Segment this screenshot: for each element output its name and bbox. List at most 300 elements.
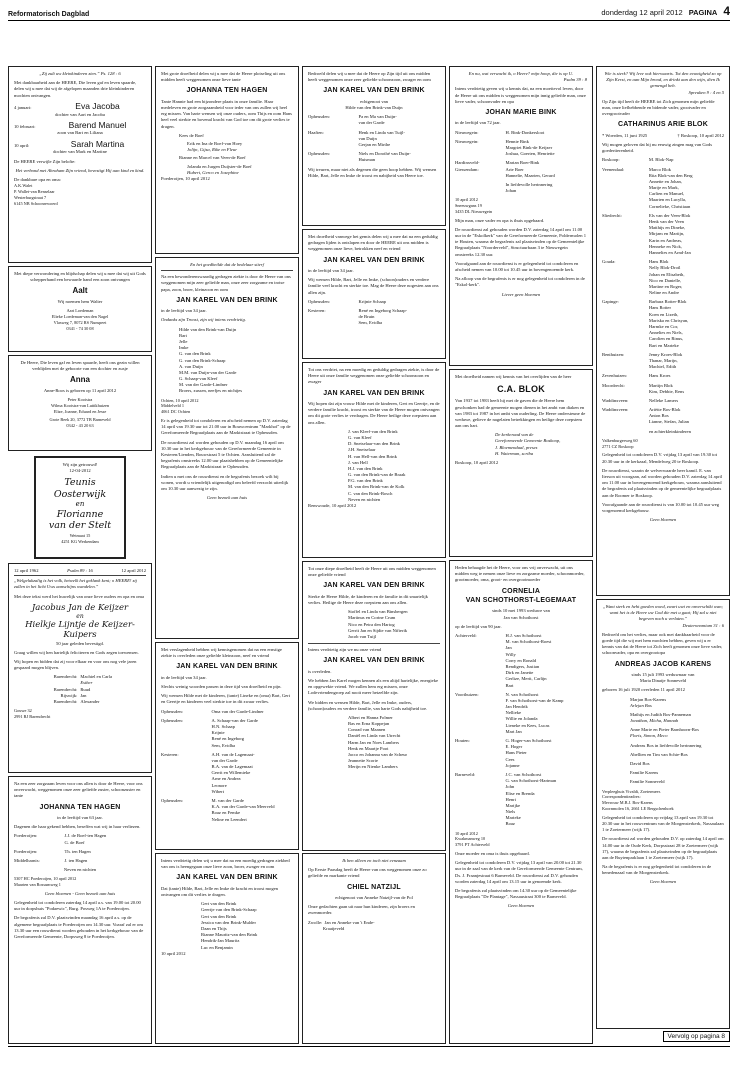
family-row xyxy=(161,752,293,795)
couple-and: en xyxy=(76,612,84,620)
jubilee-header xyxy=(14,568,146,576)
family-row xyxy=(602,259,724,296)
wish-text: Wij treuren, maar niet als degenen die geen hoop hebben. Wij wensen Hilde, Bart, Jelle en Imke de troost en nabijheid van Heere toe. xyxy=(308,166,437,178)
family-names: Henk en Linda van Tuijl- van Duijn Gerjan en Mirthe xyxy=(358,129,405,147)
address xyxy=(602,789,724,812)
relatives-more: Neven en nichten xyxy=(63,867,97,873)
announcement-text: Met droefheid vanwege het gemis delen wij u mee dat na een geduldig gedragen lijden is ontslapen en door de HEERE uit ons midden is weggenomen onze lieve, betrokken neef en vriend xyxy=(308,234,438,252)
family-place: Barneveld: xyxy=(455,771,476,777)
family-line: Geertje van den Brink-Schaap xyxy=(201,907,257,913)
signature xyxy=(14,183,146,206)
friend-line: Gerrit Jan en Sijdie van Nifterik xyxy=(348,627,408,633)
death-announcement-vandenbrink-family xyxy=(155,257,299,639)
family-entry xyxy=(630,743,724,749)
family-line: Jelle xyxy=(179,338,188,344)
family-row xyxy=(308,299,440,305)
friend-line: Albert en Hanna Folmer xyxy=(348,714,393,720)
deceased-name: JOHANNA TEN HAGEN xyxy=(186,87,268,95)
birth-announcement-anna xyxy=(8,355,152,451)
family-names: H. Bink-Donkersloot xyxy=(505,129,545,135)
kid-entry xyxy=(14,140,146,156)
deceased-name: C.A. BLOK xyxy=(497,384,545,395)
masthead xyxy=(8,4,730,21)
family-names: Hennie Bink Margriet Bink-de Keijzer Joshua, Goerten, Henriette xyxy=(505,138,555,157)
family-names: M. van der Garde K.A. van der Garde-van Meerveld Boaz en Femke Neline en Leendert xyxy=(211,798,275,822)
friend-line: Jacob van Tuijl xyxy=(348,633,377,639)
wish-text: Wij wensen Hilde, Bart, Jelle en Imke, (schoon)ouders en verdere familie veel kracht en sterkte toe. Mag de Heere deze nogesten aan ons allen zijn. xyxy=(308,277,439,295)
continued-on-page-link[interactable]: Vervolg op pagina 8 xyxy=(663,1031,730,1042)
family-line: Neven en nichten xyxy=(348,496,381,502)
laid-out-note: Mijn man, onze vader en opa is thuis opgebaard. xyxy=(455,217,545,223)
family-list xyxy=(308,114,440,163)
address-line: 5307 HC Poederoijen, 10 april 2012 xyxy=(14,876,77,882)
family-names: N. van Schothorst F. van Schothorst-van de Kamp Jan Hendrik Nellieke Willie en Jolanda Lieneke en Kees, Lucas Mart Jan xyxy=(505,691,564,734)
family-row xyxy=(455,738,587,769)
family-child: Esther xyxy=(80,680,93,686)
death-announcement-natzijl xyxy=(302,853,446,1044)
page-bottom-rule xyxy=(8,1046,730,1047)
family-row xyxy=(455,692,587,735)
deceased-name: JAN KAREL VAN DEN BRINK xyxy=(323,582,425,590)
announcement-text: Met deze tekst werd het huwelijk van onze lieve ouders en opa en oma xyxy=(14,593,144,599)
place-date: Renswoude, 10 april 2012 xyxy=(308,503,357,508)
family-place: Hardinxveld- Giessendam: xyxy=(455,160,480,172)
spouse-line: echtgenoot van Hilde van den Brink-van Duijn xyxy=(345,98,403,110)
couple-name: Oosterwijk xyxy=(53,488,107,500)
psalm-ref: Psalm 89 : 16 xyxy=(67,568,93,573)
family-name: Familie Karens xyxy=(630,770,659,776)
couple-name: Florianne xyxy=(56,508,104,520)
family-place: Opheusden: xyxy=(161,798,183,803)
memory-text: Dagenen die haar gekend hebben, beseffen wat wij in haar verliezen. xyxy=(14,824,141,830)
family-entry xyxy=(630,770,724,776)
address-line: 0342 - 43 20 63 xyxy=(66,422,94,428)
deceased-first-name: CORNELIA xyxy=(501,587,541,595)
address-line: Middelveld 1 xyxy=(161,403,185,409)
death-announcement-bink xyxy=(449,66,593,366)
family-name: Mathijs en Judith Bos-Panneman xyxy=(630,711,691,717)
family-names xyxy=(80,699,146,705)
friend-line: Martinus en Corine Crum xyxy=(348,615,396,621)
address xyxy=(602,438,724,450)
family-name: Marjan Bos-Karens xyxy=(630,696,667,702)
signature xyxy=(455,432,587,457)
family-name: Andreas Bos in liefdevolle herinnering xyxy=(630,742,702,748)
wish-text: Graag willen wij hen hartelijk feliciteren en Gods zegen toewensen. xyxy=(14,649,139,655)
family-row xyxy=(602,429,724,435)
page-number: 4 xyxy=(723,4,730,18)
flowers-note: Geen bloemen xyxy=(507,903,535,909)
years-line: 50 jaar geleden bevestigd. xyxy=(56,640,104,646)
family-name: Jan xyxy=(80,692,87,698)
thanks-line: De dankbare opa en oma: xyxy=(14,176,61,182)
after-burial-info: Na afloop van de begrafenis is er nog gelegenheid tot condoleren in de "Eskol-kerk". xyxy=(455,276,585,288)
death-announcement-legemaat xyxy=(449,560,593,1044)
deceased-name: CHIEL NATZIJL xyxy=(347,883,401,891)
kid-name: Eva Jacoba xyxy=(75,100,120,111)
family-row xyxy=(455,633,587,689)
start-date: 12 april 1962 xyxy=(14,568,39,573)
deceased-name: CATHARINUS ARIE BLOK xyxy=(618,121,708,129)
family-list xyxy=(455,130,587,195)
kid-row xyxy=(14,121,146,131)
family-list xyxy=(14,674,146,705)
death-announcement-vandenbrink-brother-in-law xyxy=(302,362,446,558)
family-row xyxy=(14,699,146,705)
bible-verse: „Zij zult uw kleinkinderen zien.” Ps. 128 : 6 xyxy=(39,71,121,76)
family-names: H.J. van Schothorst M. van Schothorst-Roest Jan Willy Corry en Ronald Rendigers, Justian Dirk en Janette Gerlize, Merit, Carlijn Bart xyxy=(505,633,552,688)
family-name: Ruud xyxy=(80,686,91,692)
death-date: † Boskoop, 10 april 2012 xyxy=(677,132,724,138)
church-announcement-blok xyxy=(449,369,593,557)
family-names: Pa en Ma van Duijn- van der Garde xyxy=(358,114,397,126)
status-line: is overleden. xyxy=(308,668,332,674)
address-line: 3791 PT Achterveld xyxy=(455,842,490,848)
wedding-heading: Wij zijn getrouwd! xyxy=(62,462,98,467)
kid-parents: dochter van Mark en Martine xyxy=(53,149,107,155)
signature-line: Aart Loedeman xyxy=(66,308,94,314)
family-names: Th. ten Hagen xyxy=(64,848,91,854)
condolence-info: Gelegenheid tot condoleren op vrijdag 13 april van 19.30 tot 20.30 uur in het rouwcentrum van de Morgensterkerk, Nassaulaan 1 te Zoetermeer (wijk 17). xyxy=(602,814,724,833)
family-name: Anne Marie en Pieter Barnhoorn-Bos xyxy=(630,727,699,733)
deceased-name: JAN KAREL VAN DEN BRINK xyxy=(176,296,278,304)
friend-line: Jeannette Scorie xyxy=(348,758,378,764)
family-names: Martijn Blok Kim, Debbie, Rens xyxy=(648,382,685,394)
family-place: Rijswijk: xyxy=(60,692,78,698)
end-date: 12 april 2012 xyxy=(121,568,146,573)
family-place: Sliedrecht: xyxy=(602,212,622,218)
family-names: J.C. van Schothorst G. van Schothorst-Hartman John Elise en Brenda Henri Marijke Niels Marieke Boaz xyxy=(505,771,557,827)
couple-names xyxy=(41,477,119,531)
memory-text: Wij mogen geloven dat hij nu eeuwig zingen mag van Gods goedertierenheid. xyxy=(602,141,713,154)
memory-text: Tante Hannie had een bijzondere plaats in onze familie. Haar medeleven en grote zorgzaamheid voor ieder van ons zullen wij heel erg missen. Van harte wensen wij onze ouders, oom Thijs en oom Hans heel veel sterkte en bovenal kracht van God toe om dit grote verlies te dragen. xyxy=(161,98,292,129)
family-line: C. van den Brink-Bosch xyxy=(348,490,393,496)
divider xyxy=(308,643,440,644)
condolence-info: Voorafgaand aan de rouwdienst is er gelegenheid tot condoleren en afscheid nemen van 10.00 tot 10.45 uur in bovengenoemde kerk. xyxy=(455,260,579,272)
bible-verse: „Welgelukzalig is het volk, hetwelk het geklank kent; o HEERE! zij zullen in het licht Uws aanschijns wandelen.” xyxy=(14,578,137,590)
deceased-name: JOHANNA TEN HAGEN xyxy=(39,803,121,811)
service-info: De rouwdienst zal gehouden worden D.V. zaterdag 14 april om 11.00 uur in de "Eskolkerk" van de Gereformeerde Gemeente, Poldermolen 1 te Houten, waarna de begrafenis zal plaatsvinden op de Gemeentelijke Begraafplaats "Noorderveld", Structuurbaan 3 te Nieuwegein omstreeks 12.30 uur. xyxy=(455,226,587,257)
kid-row xyxy=(14,102,146,112)
family-row xyxy=(602,299,724,349)
burial-info: De begrafenis zal D.V. plaatsvinden maandag 16 april a.s. op de algemene begraafplaats te Poederoijen om 14.30 uur. Voaraf zal er om 13.30 uur een rouwdienst worden gehouden in het kerkgebouw van de Gereformeerde Gemeente, Dorpsweg 8 te Poederoijen. xyxy=(14,915,144,940)
address-line: Grote Beek 20, 3772 TB Barneveld xyxy=(49,416,111,422)
announcement-text: Tot onze diepe droefheid heeft de Heere uit ons midden weggenomen onze geliefde vriend xyxy=(308,566,436,578)
family-entry xyxy=(630,697,724,709)
family-name: Abellien en Tim van Schie-Bos xyxy=(630,751,688,757)
kid-entry xyxy=(14,102,146,118)
family-place: Barendrecht: xyxy=(53,686,78,692)
address-line: Verpleeghuis Vivaldi, Zoetermeer. xyxy=(602,788,661,794)
couple-name-2: Hielkje Lijntje de Keijzer-Kuipers xyxy=(25,620,135,641)
announcement-text: Op Eerste Paasdag heeft de Heere van ons weggenomen onze zo geliefde en markante vriend xyxy=(308,867,427,879)
announcement-text: Bedroefd om het verlies, maar ook met dankbaarheid voor de goede tijd die wij met hem mochten hebben, geven wij u er kennis van dat de Heere tot Zich heeft genomen onze lieve vader, schoonvader, opa en overgrootopa xyxy=(602,631,723,656)
memory-text: Slechts weinig woorden passen in deze tijd van droefheid en pijn. xyxy=(161,684,282,689)
age-line: in de leeftijd van 34 jaar. xyxy=(161,674,207,680)
family-line: M. van der Garde-Lindner xyxy=(179,382,228,388)
friend-line: Conrad van Maanen xyxy=(348,727,386,733)
family-row xyxy=(14,833,146,845)
family-entry xyxy=(630,752,724,758)
signature-line: J. Bloemendaal, preses xyxy=(495,444,538,450)
address xyxy=(14,708,146,720)
wish-text: Dat (tante) Hilde, Bart, Jelle en Imke de kracht en troost mogen ontvangen om dit verlies te dragen. xyxy=(161,885,278,897)
family-line: J.H. Snetselaar xyxy=(348,447,376,453)
family-place: Opheusden: xyxy=(308,151,330,157)
couple-name: en xyxy=(75,500,85,509)
deceased-name: JOHAN MARIE BINK xyxy=(485,108,557,116)
place-date: Poederoijen, 10 april 2012 xyxy=(161,175,210,181)
friends-list xyxy=(308,609,440,640)
address-line: Valkenburgerweg 60 xyxy=(602,437,638,443)
family-line: Hubert, Gerco en Josephine xyxy=(187,169,239,175)
family-list xyxy=(308,299,440,327)
before-service-info: Voorafgaande aan de rouwdienst is van 10.00 tot 10.45 uur weg vorgenoemd kerkgebouw. xyxy=(602,501,720,513)
announcement-text-2: Intens verdrietig zijn we nu onze vriend xyxy=(308,647,382,653)
family-line: H.J. van den Brink xyxy=(348,465,383,471)
family-names: G. Hoger-van Schothorst E. Hoger Hans Pieter Cees Jojanne xyxy=(505,738,552,768)
announcement-text: Bedroefd delen wij u mee dat de Heere op Zijn tijd uit ons midden heeft weggenomen onze zeer geliefde schoonzoon, zwager en oom xyxy=(308,71,431,83)
kid-parents: dochter van Aart en Jacoba xyxy=(55,111,105,117)
memory-quote: Ondanks zijn Troost, zijn wij intens verdrietig. xyxy=(161,317,246,323)
wedding-announcement xyxy=(34,456,126,559)
couple-name-1: Jacobus Jan de Keijzer xyxy=(31,602,129,613)
family-place: Boskoop: xyxy=(602,157,620,163)
family-place: Poederoijen: xyxy=(14,833,38,839)
family-place: Barendrecht: xyxy=(53,699,78,704)
address-line: Gouwe 32 xyxy=(14,708,32,714)
family-line: Jessica van den Brink-Mulder xyxy=(201,919,256,925)
family-names: Marco Blok Rita Blok-van den Berg Annette en Johan, Marije en Mark, Carlien en Manuel, Maarten en Lucylla, Cornelieke, Christiaan xyxy=(648,166,693,209)
family-place: Poederoijen: xyxy=(14,848,38,854)
family-name: David Bos xyxy=(630,761,650,766)
signature-line: Peter Kooistra xyxy=(67,397,93,403)
birth-date: * Woerden, 11 juni 1925 xyxy=(602,132,648,138)
signature-line: Westerburgstraat 7 xyxy=(14,194,47,200)
family-list xyxy=(308,429,440,503)
family-line: P.G. van den Brink xyxy=(348,478,383,484)
bible-verse: En het goedheilde dat de bedelaar stierf xyxy=(161,262,293,271)
family-children: Floris, Simon, Meco xyxy=(630,733,668,739)
couple-name: Teunis xyxy=(64,477,96,489)
wish-text: Sterke de Heere Hilde, de kinderen en de familie in dit smartelijk verlies. Heilige de Heere deze roepstem aan ons allen. xyxy=(308,593,428,605)
kid-entry xyxy=(14,121,146,137)
family-line: Hendrik-Jan Mauritz xyxy=(201,938,240,944)
family-row xyxy=(14,858,146,864)
family-row xyxy=(602,352,724,371)
age-line: in de leeftijd van 72 jaar. xyxy=(455,120,501,126)
family-line: Gert van den Brink xyxy=(201,901,237,907)
signature xyxy=(14,397,146,414)
family-names xyxy=(80,674,146,686)
friend-line: Henk en Maartje Poot xyxy=(348,745,389,751)
family-names: A.H. van de Lagemaat- van der Garde B.A. van de Lagemaat Gerrit en Willemieke Arne en Andrea Leonore Wibert xyxy=(211,751,255,794)
family-row xyxy=(14,849,146,855)
address-line: 10 april 2012 xyxy=(455,197,478,203)
family-line: G. van den Brink-Schaap xyxy=(179,357,226,363)
announcement-text: Na een zeer zorgzaam leven voor ons allen is door de Heere, voor ons onverwacht, weggenomen onze zeer geliefde zuster, schoonzuster en tante xyxy=(14,781,143,799)
deceased-name: JAN KAREL VAN DEN BRINK xyxy=(176,874,278,882)
family-list xyxy=(602,157,724,435)
bible-verse: Wie is sterk? Wij leve ook hierwaarts. Tot den eeuwigheid zo op Zijn Kerst, en aan Mijn brood, en drinkt aan den wijn, dien Ik gemengd heb. xyxy=(604,71,722,89)
family-line: Hilde van den Brink-van Duijn xyxy=(179,326,237,332)
service-info: De rouwdienst zal worden gehouden D.V. op zaterdag 14 april om 14.00 uur in de Oude Kerk, Dorpsstraat 28 te Zoetermeer (wijk 17), waarna de begrafenis zal plaatsvinden op de begraafplaats aan de Buytenparklaan 1 te Zoetermeer (wijk 17). xyxy=(602,836,724,860)
signature-line: Gereformeerde Gemeente Boskoop, xyxy=(495,438,561,444)
family-row xyxy=(308,151,440,163)
family-place: Houten: xyxy=(455,738,470,743)
family-row xyxy=(602,373,724,379)
service-info: Gelegenheid tot condoleren D.V. vrijdag 13 april van 20.00 tot 21.30 uur in de zaal van de kerk van de Gereformeerde Gemeente Centrum, Ds. J. Fraanjestraat 6 Barneveld. De rouwdienst zal D.V. gehouden worden zaterdag 14 april om 13.15 uur in genoemde kerk. xyxy=(455,860,583,884)
address-line: Sneeuwgans 19 xyxy=(455,203,482,209)
family-line: G. van den Brink-van de Braak xyxy=(348,472,406,478)
friend-line: Jacco en Johanna van de Scheur xyxy=(348,752,408,757)
kid-parents: zoon van Bart en Liliana xyxy=(57,130,103,136)
memory-text: We hebben Jan Karel mogen kennen als een altijd hartelijke, energieke en opgewekte vriend. We zullen hem erg missen, onze Lodevriendengroep zal nooit meer hetzelfde zijn. xyxy=(308,677,439,696)
family-place: Kesteren: xyxy=(161,751,179,757)
announcement-text: Met grote droefheid delen wij u mee dat de Heere plotseling uit ons midden heeft weggenomen onze lieve tante xyxy=(161,71,286,83)
birth-announcement-aalt xyxy=(8,266,152,352)
death-announcement-vandenbrink-parents xyxy=(155,853,299,1044)
bible-verse: Ik ben alleen en toch niet eenzaam xyxy=(342,858,406,863)
family-place: Opheusden: xyxy=(308,114,330,120)
kid-name: Sarah Martina xyxy=(70,138,125,149)
family-line: Gert van den Brink xyxy=(201,913,237,919)
family-list xyxy=(161,133,293,176)
address xyxy=(455,831,587,848)
praise-line: De HEERE verwijle Zijn belofte: xyxy=(14,158,76,164)
death-announcement-vandenbrink-friends xyxy=(302,561,446,851)
family-line: Rianne en Marcel van Veen-de Boef xyxy=(179,155,246,161)
signature-line: De kerkeraad van de xyxy=(495,432,534,438)
family-line: Luc en Benjamin xyxy=(201,944,233,950)
family-place: Waddinxveen: xyxy=(602,407,629,413)
spouse-line: sinds 15 juli 1993 weduwnaar van Maria Dinatje Sonneveld xyxy=(631,671,695,684)
address xyxy=(455,197,587,214)
friend-line: Merijn en Nienke Lambers xyxy=(348,764,398,770)
family-entry xyxy=(630,761,724,767)
family-line: Erik en Ina de Boef-van Hoey xyxy=(187,140,243,146)
address xyxy=(41,533,119,545)
family-line: H. van Hell-van den Brink xyxy=(348,453,397,459)
family-place: Haaften: xyxy=(308,129,324,135)
memory-text: Van 1937 tot 1983 heeft hij met de gaven die de Heere hem geschonken had de gemeente mogen dienen in het ambt van diaken en van 1983 tot 1987 in het ambt van ouderling. De Heere ondersteune de weduwe, gelieve de nagelaten betrekkingen en heilige deze roepstem aan ons hart. xyxy=(455,398,586,429)
family-names: Marian Boer-Bink Arie Boer Hannelie, Maarten, Gerard xyxy=(505,160,555,178)
family-row xyxy=(14,674,146,686)
family-place: Voorthuizen: xyxy=(455,691,479,697)
address xyxy=(14,417,146,429)
family-line: G. Schaap-van Kleef xyxy=(179,376,218,382)
family-names: Niels en Dorothé van Duijn- Huisman xyxy=(358,151,411,163)
family-names: M. Blok-Nap xyxy=(648,157,674,163)
burial-info: De begrafenis zal plaatsvinden om 14.30 uur op de Gemeentelijke Begraafplaats "De Plantage", Nassaustraat 300 te Barneveld. xyxy=(455,887,577,900)
announcement-text: Met verslagenheid hebben wij kennisgenomen dat na een ernstige ziekte is overleden onze geliefde kleinzoon, neef en vriend xyxy=(161,647,282,659)
address-line: 10 april 2012 xyxy=(455,830,478,836)
family-place: Opheusden: xyxy=(161,717,183,723)
family-names: A. Schaap-van der Garde H.N. Schaap Krijnie René en Ingeborg Sem, Evidha xyxy=(211,717,258,748)
death-announcement-vandenbrink-inlaws xyxy=(302,66,446,226)
family-line: Kees de Boef xyxy=(179,132,204,138)
family-row xyxy=(308,308,440,327)
family-place xyxy=(602,429,646,435)
announcement-text: Met droefheid namen wij kennis van het overlijden van de heer xyxy=(455,374,572,379)
laid-out-note: Onze moeder en oma is thuis opgebaard. xyxy=(455,851,530,857)
service-info: De rouwdienst zal worden gehouden op D.V. maandag 16 april om 10.30 uur in het kerkgebouw van de Gereformeerde Gemeente in Kesteren/Lienden, Bouwstraat 5 te Ochten. Aansluitend zal de begrafenis omstreeks 12.00 uur plaatshebben op de Gemeentelijke Begraafplaats aan de Marktstraat te Opheusden. xyxy=(161,439,284,470)
family-row xyxy=(602,213,724,256)
address-line: 2771 CZ Boskoop xyxy=(602,443,634,449)
death-announcement-catharinus-blok xyxy=(596,66,730,596)
family-list xyxy=(14,833,146,864)
family-entry xyxy=(630,712,724,724)
family-line: Imke xyxy=(179,345,189,351)
address-line: 2991 RJ Barendrecht xyxy=(14,713,51,719)
service-info: De rouwdienst, waarin de welverwaarde heer kamil. E. van Iterson uit voorgaan, zal worden gehouden D.V. zaterdag 14 april om 11.00 uur in bovengenoemd kerkgebouw, waarna aansluitend de begrafenis zal plaatsvinden op de gemeentelijke begraafplaats aan de Roomer te Boskoop. xyxy=(602,467,722,498)
hope-text: Wij hopen en bidden dat zij voor elkaar en voor ons nog vele jaren gespaard mogen blijven. xyxy=(14,658,137,671)
life-dates: geboren 16 juli 1920 overleden 11 april 2012 xyxy=(602,687,685,693)
address-line: Mevrouw M.B.J. Bos-Karens xyxy=(602,800,653,806)
family-place: Opheusden: xyxy=(308,298,330,304)
family-names: Ariëtte Bos-Blok Anton Bos Lianne, Stefan, Julian xyxy=(648,407,689,425)
family-names: Krijnie Schaap xyxy=(358,298,386,304)
family-names: Hans Blok Nelly Blok-Droil Johan en Elisabeth, Nico en Danielle, Martine en Roger, Neline en Andre xyxy=(648,259,685,296)
family-row xyxy=(455,130,587,136)
family-row xyxy=(161,798,293,823)
family-name: Familie Sonneveld xyxy=(630,779,665,785)
family-row xyxy=(602,383,724,395)
condolence-info: Er is gelegenheid tot condoleren en afscheid nemen op D.V. zaterdag 14 april van 19.30 uur tot 21.00 uur in Bouwcentrum "Markhof" op de Gereformeerde Begraafplaats aan de Marktstraat te Opheusden. xyxy=(161,418,291,436)
deceased-name: JAN KAREL VAN DEN BRINK xyxy=(323,389,425,397)
family-line: D. Snetselaar-van den Brink xyxy=(348,441,400,447)
family-names: Nelleke Lamers xyxy=(648,397,679,403)
family-row xyxy=(602,407,724,426)
family-row xyxy=(455,182,587,194)
family-place: Kesteren: xyxy=(308,307,326,313)
kid-date: 4 januari: xyxy=(14,104,32,110)
family-list xyxy=(161,327,293,395)
family-place: Gouda: xyxy=(602,259,616,265)
family-names: J.J. de Boef-ten Hagen G. de Boef xyxy=(64,833,107,845)
child-name: Anna xyxy=(70,375,90,385)
verse-ref: Deuteronomium 31 : 6 xyxy=(682,622,724,628)
age-line: in de leeftijd van 34 jaar. xyxy=(161,308,207,314)
family-line: G. van den Brink xyxy=(179,351,211,357)
family-place: Middelharnis: xyxy=(14,857,40,863)
family-row xyxy=(602,157,724,163)
family-row xyxy=(455,160,587,179)
memory-text: Onze gedachten gaan uit naar hun kinderen, zijn broers en zwenmoeder. xyxy=(308,904,415,916)
jubilee-announcement xyxy=(8,563,152,773)
family-line: M.M. van Duijn-van der Garde xyxy=(179,369,237,375)
death-announcement-tenhagen-niece xyxy=(155,66,299,254)
wish-text: Wij wensen Hilde met de kinderen, (tante) Lineke en (oma) Bart, Gert en Geertje en kinderen veel sterkte toe in dit zwaar verlies. xyxy=(161,693,291,705)
family-children: Jonathan, Micha, Hannah xyxy=(630,718,679,724)
family-list xyxy=(161,709,293,823)
family-row xyxy=(308,130,440,149)
family-row xyxy=(161,718,293,749)
age-line: op de leeftijd van 90 jaar. xyxy=(455,623,502,629)
page-info xyxy=(601,4,730,18)
family-row xyxy=(455,772,587,828)
family-place: Achterveld: xyxy=(455,633,477,638)
family-row xyxy=(161,709,293,715)
signature-line: P. Wallet-van Renselaar xyxy=(14,188,55,194)
friend-line: Bas en Erna Koppejan xyxy=(348,721,390,727)
newspaper-name: Reformatorisch Dagblad xyxy=(8,11,90,18)
family-line: M. van den Brink-van de Kolk xyxy=(348,484,405,490)
announcement-text: Met diepe verwondering en blijdschap delen wij u mee dat wij uit Gods schepperhand een bewaarde hand een zoon ontvangen xyxy=(14,271,146,283)
no-visit-note: Geen bezoek aan huis xyxy=(206,495,248,501)
family-row xyxy=(602,167,724,210)
family-name: Alexander xyxy=(80,699,100,704)
